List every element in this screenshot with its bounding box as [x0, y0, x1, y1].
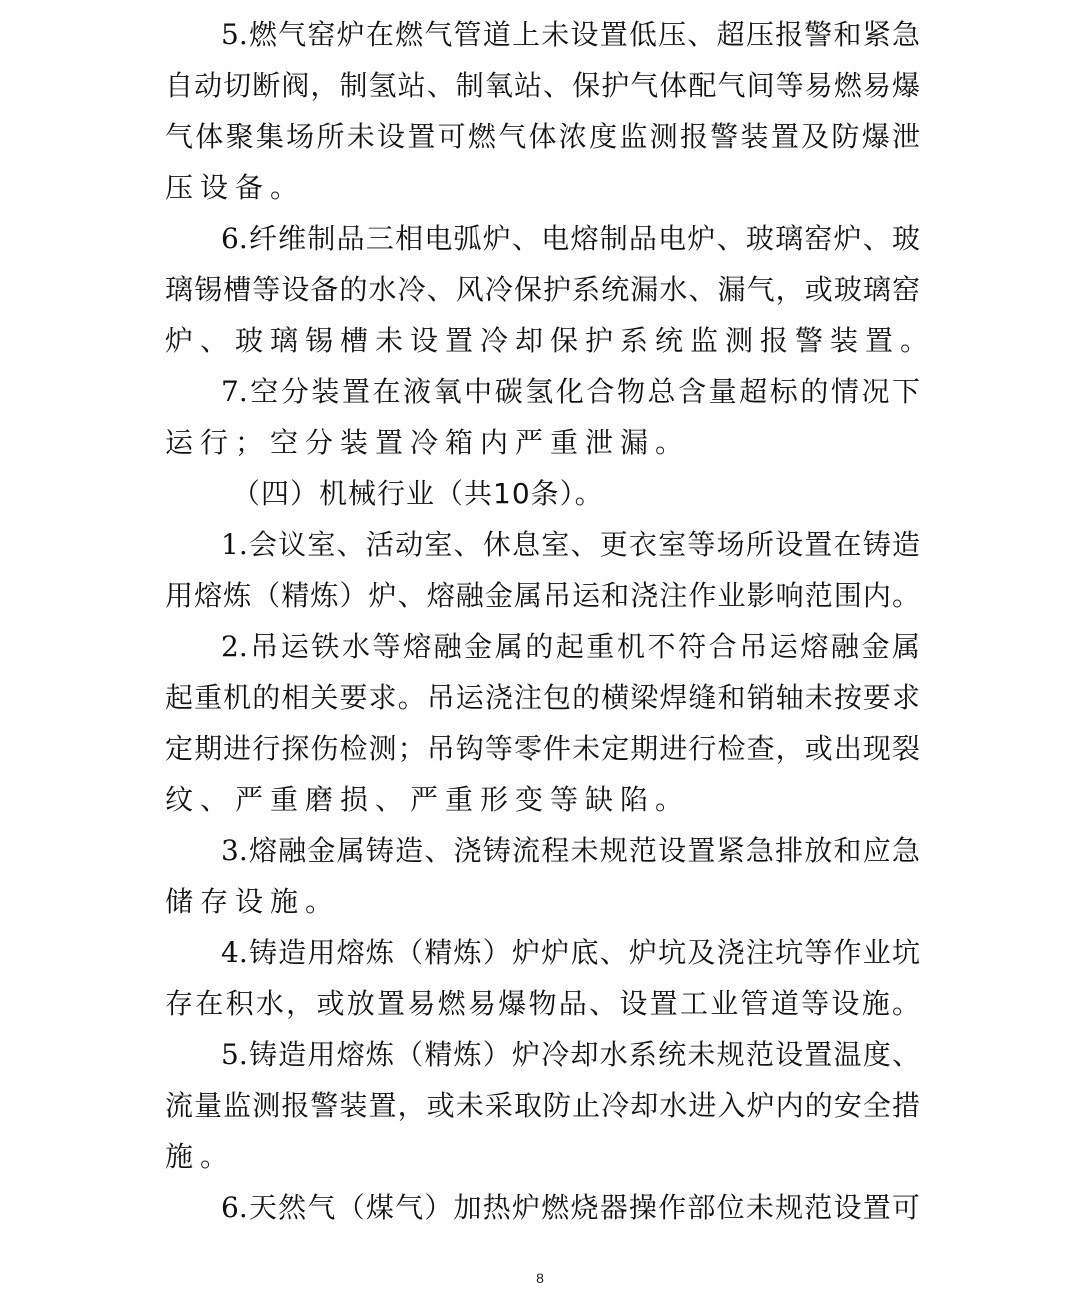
text-line: 5.燃气窑炉在燃气管道上未设置低压、超压报警和紧急 — [221, 18, 920, 51]
text-line: 4.铸造用熔炼（精炼）炉炉底、炉坑及浇注坑等作业坑 — [221, 936, 920, 969]
text-line: 气体聚集场所未设置可燃气体浓度监测报警装置及防爆泄 — [165, 120, 920, 153]
text-line: 6.天然气（煤气）加热炉燃烧器操作部位未规范设置可 — [221, 1191, 920, 1224]
text-line: 运行；空分装置冷箱内严重泄漏。 — [165, 426, 691, 459]
text-line: 起重机的相关要求。吊运浇注包的横梁焊缝和销轴未按要求 — [165, 681, 920, 714]
text-line: 3.熔融金属铸造、浇铸流程未规范设置紧急排放和应急 — [221, 834, 920, 867]
text-line: 定期进行探伤检测；吊钩等零件未定期进行检查，或出现裂 — [165, 732, 920, 765]
text-line: 5.铸造用熔炼（精炼）炉冷却水系统未规范设置温度、 — [221, 1038, 920, 1071]
text-line: 储存设施。 — [165, 885, 341, 918]
text-line: 璃锡槽等设备的水冷、风冷保护系统漏水、漏气，或玻璃窑 — [165, 273, 920, 306]
page-number: 8 — [536, 1270, 544, 1286]
text-line: 压设备。 — [165, 171, 306, 204]
text-line: 用熔炼（精炼）炉、熔融金属吊运和浇注作业影响范围内。 — [165, 579, 920, 612]
text-line: 存在积水，或放置易燃易爆物品、设置工业管道等设施。 — [165, 987, 920, 1020]
text-line: 6.纤维制品三相电弧炉、电熔制品电炉、玻璃窑炉、玻 — [221, 222, 920, 255]
text-line: 炉、玻璃锡槽未设置冷却保护系统监测报警装置。 — [165, 324, 936, 357]
text-line: 纹、严重磨损、严重形变等缺陷。 — [165, 783, 691, 816]
text-line: 2.吊运铁水等熔融金属的起重机不符合吊运熔融金属 — [221, 630, 920, 663]
text-line: 自动切断阀，制氢站、制氧站、保护气体配气间等易燃易爆 — [165, 69, 920, 102]
text-line: 施。 — [165, 1140, 236, 1173]
text-line: 1.会议室、活动室、休息室、更衣室等场所设置在铸造 — [221, 528, 920, 561]
text-line: 7.空分装置在液氧中碳氢化合物总含量超标的情况下 — [221, 375, 920, 408]
section-heading: （四）机械行业（共10条）。 — [232, 477, 604, 510]
text-line: 流量监测报警装置，或未采取防止冷却水进入炉内的安全措 — [165, 1089, 920, 1122]
